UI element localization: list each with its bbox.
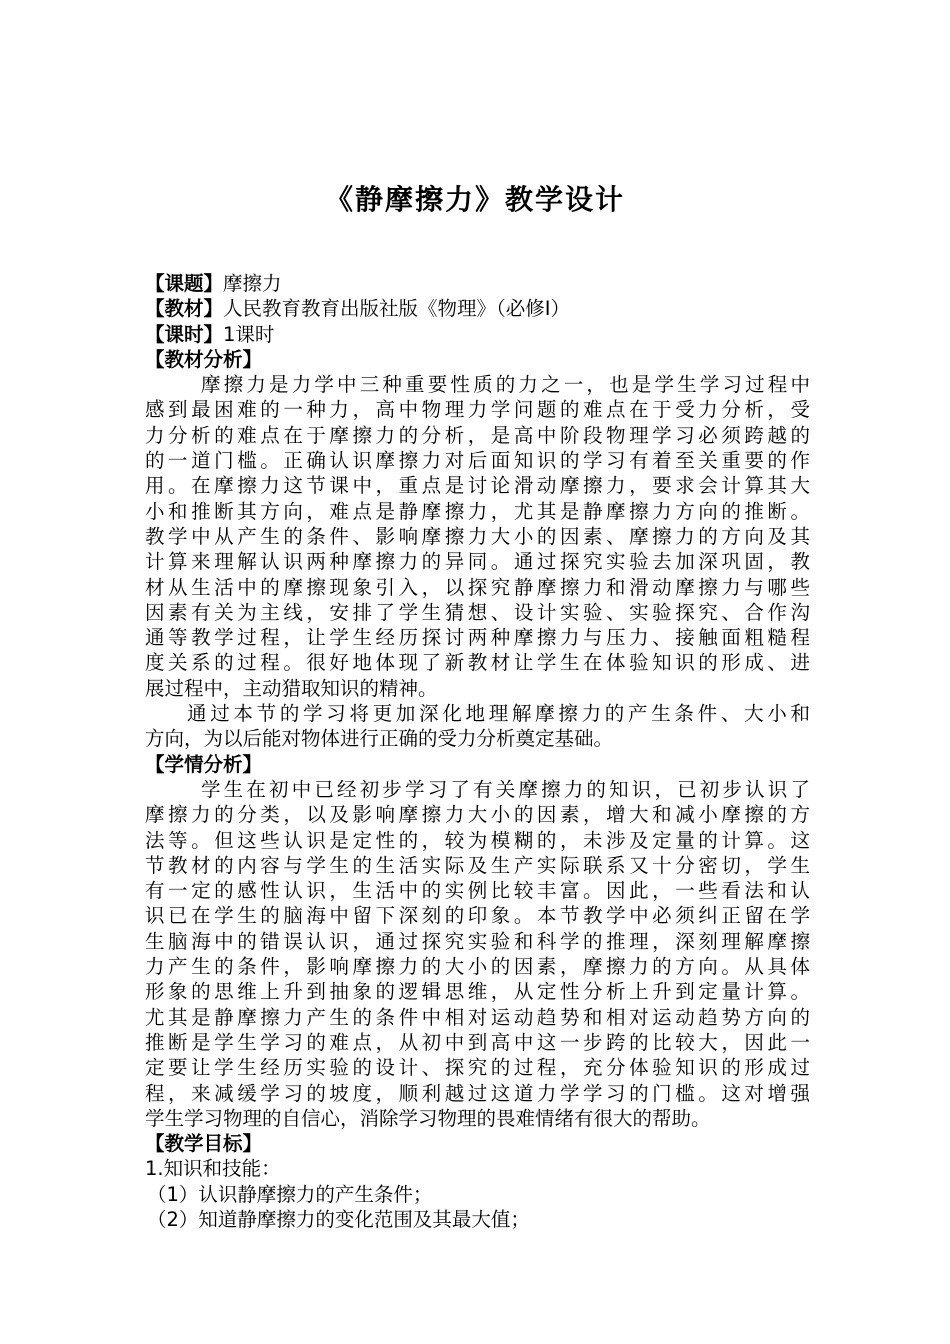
document-title: 《静摩擦力》教学设计: [324, 183, 625, 216]
paragraph-line: 通过本节的学习将更加深化地理解摩擦力的产生条件、大小和: [187, 702, 810, 726]
paragraph-line: 的一道门槛。正确认识摩擦力对后面知识的学习有着至关重要的作: [145, 449, 810, 473]
paragraph-line: 因素有关为主线，安排了学生猜想、设计实验、实验探究、合作沟: [145, 600, 810, 624]
field-value: 人民教育教育出版社版《物理》（必修Ⅰ）: [223, 297, 571, 321]
paragraph-line: 度关系的过程。很好地体现了新教材让学生在体验知识的形成、进: [145, 651, 810, 675]
paragraph-line: 法等。但这些认识是定性的，较为模糊的，未涉及定量的计算。这: [145, 828, 810, 852]
field-topic: [145, 271, 810, 296]
paragraph-line: 教学中从产生的条件、影响摩擦力大小的因素、摩擦力的方向及其: [145, 524, 810, 548]
paragraph-line: 力分析的难点在于摩擦力的分析，是高中阶段物理学习必须跨越的: [145, 423, 810, 447]
paragraph-line: 感到最困难的一种力，高中物理力学问题的难点在于受力分析，受: [145, 398, 810, 422]
paragraph-line: 学生在初中已经初步学习了有关摩擦力的知识，已初步认识了: [201, 777, 810, 801]
paragraph-line: 展过程中，主动猎取知识的精神。: [145, 676, 438, 700]
goal-item: （2）知道静摩擦力的变化范围及其最大值；: [147, 1207, 530, 1231]
paragraph-line: 摩擦力是力学中三种重要性质的力之一，也是学生学习过程中: [201, 373, 810, 397]
section-heading-textbook-analysis: 【教材分析】: [145, 347, 263, 371]
paragraph-line: 摩擦力的分类，以及影响摩擦力大小的因素，增大和减小摩擦的方: [145, 803, 810, 827]
paragraph-line: 推断是学生学习的难点，从初中到高中这一步跨的比较大，因此一: [145, 1030, 810, 1054]
paragraph-line: 形象的思维上升到抽象的逻辑思维，从定性分析上升到定量计算。: [145, 980, 810, 1004]
paragraph-line: 学生学习物理的自信心，消除学习物理的畏难情绪有很大的帮助。: [145, 1106, 711, 1130]
paragraph-line: 程，来减缓学习的坡度，顺利越过这道力学学习的门槛。这对增强: [145, 1081, 810, 1105]
section-heading-student-analysis: 【学情分析】: [145, 752, 263, 776]
field-label: 【课时】: [145, 322, 224, 346]
paragraph-line: 材从生活中的摩擦现象引入，以探究静摩擦力和滑动摩擦力与哪些: [145, 575, 810, 599]
field-value: 摩擦力: [223, 272, 282, 295]
field-label: 【课题】: [145, 272, 224, 295]
field-value: 1课时: [223, 322, 275, 346]
document-body: [145, 271, 810, 1232]
paragraph-line: 有一定的感性认识，生活中的实例比较丰富。因此，一些看法和认: [145, 879, 810, 903]
goal-list: [145, 1182, 810, 1233]
paragraph-line: 计算来理解认识两种摩擦力的异同。通过探究实验去加深巩固，教: [145, 550, 810, 574]
paragraph-line: 定要让学生经历实验的设计、探究的过程，充分体验知识的形成过: [145, 1056, 810, 1080]
paragraph-line: 尤其是静摩擦力产生的条件中相对运动趋势和相对运动趋势方向的: [145, 1005, 810, 1029]
field-textbook: [145, 296, 810, 321]
paragraph-line: 用。在摩擦力这节课中，重点是讨论滑动摩擦力，要求会计算其大: [145, 474, 810, 498]
paragraph-line: 通等教学过程，让学生经历探讨两种摩擦力与压力、接触面粗糙程: [145, 626, 810, 650]
field-hours: [145, 322, 810, 347]
paragraph-line: 方向，为以后能对物体进行正确的受力分析奠定基础。: [145, 727, 614, 751]
goal-subheading: 1.知识和技能：: [145, 1157, 281, 1181]
goal-item: （1）认识静摩擦力的产生条件；: [147, 1182, 433, 1206]
paragraph-line: 识已在学生的脑海中留下深刻的印象。本节教学中必须纠正留在学: [145, 904, 810, 928]
textbook-analysis-paragraph-1: [145, 372, 810, 701]
textbook-analysis-paragraph-2: [145, 701, 810, 752]
section-heading-teaching-goals: 【教学目标】: [145, 1132, 263, 1156]
paragraph-line: 生脑海中的错误认识，通过探究实验和科学的推理，深刻理解摩擦: [145, 929, 810, 953]
paragraph-line: 力产生的条件，影响摩擦力的大小的因素，摩擦力的方向。从具体: [145, 955, 810, 979]
paragraph-line: 节教材的内容与学生的生活实际及生产实际联系又十分密切，学生: [145, 853, 810, 877]
field-label: 【教材】: [145, 297, 224, 321]
student-analysis-paragraph: [145, 777, 810, 1131]
paragraph-line: 小和推断其方向，难点是静摩擦力，尤其是静摩擦力方向的推断。: [145, 499, 810, 523]
